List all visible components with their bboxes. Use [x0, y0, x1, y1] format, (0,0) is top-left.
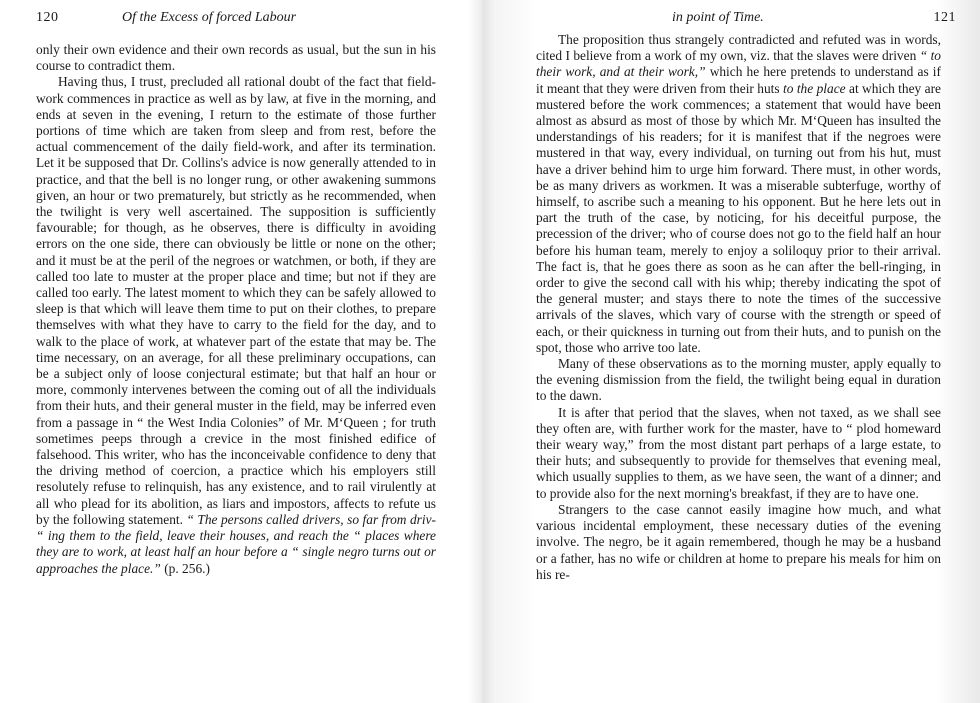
- right-paragraph-4: Strangers to the case cannot easily imagine how much, and what various incidental employment, these necessary duties of the evening involve. The negro, be it again remembered, though he may be a husband or a father, has no wife or children at home to prepare his meals for him on his re-: [536, 501, 941, 582]
- left-paragraph-1: only their own evidence and their own records as usual, but the sun in his course to contradict them.: [36, 42, 436, 74]
- left-running-title: Of the Excess of forced Labour: [122, 10, 297, 25]
- left-quote-reference: (p. 256.): [164, 560, 210, 576]
- right-page-number: 121: [933, 10, 956, 25]
- left-paragraph-2-text: Having thus, I trust, precluded all rational doubt of the fact that field-work commences in practice as well as by law, at five in the morning, and ends at seven in the evening, I return to the estimate of those further portions of time which are taken from sleep and from rest, before the actual commencement of the daily field-work, and after its termination. Let it be supposed that Dr. Collins's advice is now generally attended to in practice, and that the bell is no longer rung, or other awakening summons given, an hour or two prematurely, but strictly as he recommended, when the twilight is very well ascertained. The supposition is sufficiently favourable; for though, as he observes, there is difficulty in avoiding errors on the one side, there can obviously be little or none on the other; and it must be at the peril of the negroes or watchmen, or both, if they are called too late to muster at the proper place and time; but not if they are called too early. The latest moment to which they can be safely allowed to sleep is that which will leave them time to put on their clothes, to prepare themselves with what they have to carry to the field for the day, and to walk to the place of work, at whatever part of the estate that may be. The time necessary, on an average, for all these preliminary occupations, can be a subject only of loose conjectural estimate; but that half an hour or more, commonly intervenes between the coming out of all the individuals from their huts, and their general muster in the field, may be inferred even from a passage in “ the West India Colonies” of Mr. M‘Queen ; for truth sometimes peeps through a crevice in the most finished edifice of falsehood. This writer, who has the inconceivable confidence to deny that the driving method of coercion, a practice which his employers still resolutely refuse to relinquish, has any existence, and to rail virulently at all who plead for its abolition, as liars and impostors, affects to refute us by the following statement.: [36, 74, 436, 527]
- right-p1-part-c: which he here pretends to understand as if it meant that they were driven from their huts: [536, 64, 941, 96]
- left-quote: “ The persons called drivers, so far from driv- “ ing them to the field, leave their houses, and reach the “ places where they are to work, at least half an hour before a “ single negro turns out or approaches the place.”: [36, 511, 436, 576]
- left-page: [0, 0, 468, 703]
- left-paragraph-2: [36, 74, 436, 576]
- right-paragraph-1: [536, 32, 941, 356]
- right-paragraph-3: It is after that period that the slaves, when not taxed, as we shall see they often are, with further work for the master, have to “ plod homeward their weary way,” from the most distant part perhaps of a large estate, to their huts; and subsequently to provide for themselves that evening meal, which usually supplies to them, as we have seen, the want of a dinner; and to provide also for the next morning's breakfast, if they are to have one.: [536, 404, 941, 501]
- right-page: [496, 0, 980, 703]
- right-paragraph-2: Many of these observations as to the morning muster, apply equally to the evening dismission from the field, the twilight being equal in duration to the dawn.: [536, 356, 941, 404]
- left-page-number: 120: [36, 10, 59, 25]
- right-p1-part-e: at which they are mustered before the work commences; a statement that would have been almost as absurd as most of those by which Mr. M‘Queen has insulted the understandings of his readers; for it is manifest that if the negroes were mustered in that way, every individual, on turning out from his hut, must have a driver behind him to urge him forward. There must, in other words, be as many drivers as workmen. It was a miserable subterfuge, worthy of himself, to ascribe such a meaning to his opponent. But he here lets out in part the truth of the case, by noticing, for his deceitful purpose, the precession of the driver; who of course does not go to the field half an hour before his human team, merely to enjoy a soliloquy prior to their arrival. The fact is, that he goes there as soon as he can after the bell-ringing, in order to give the second call with his whip; thereby indicating the spot of the general muster; and stays there to note the times of the successive arrivals of the slaves, which vary of course with the strength or speed of each, or their quickness in turning out from their huts, and to punish on the spot, those who arrive too late.: [536, 80, 941, 355]
- right-p1-part-a: The proposition thus strangely contradicted and refuted was in words, cited I believe from a work of my own, viz. that the slaves were driven: [536, 32, 941, 64]
- right-running-title: in point of Time.: [672, 10, 764, 25]
- right-p1-italic-b: “ to their work, and at their work,”: [536, 48, 941, 80]
- right-p1-italic-d: to the place: [783, 80, 846, 96]
- right-text-block: [536, 32, 941, 583]
- left-text-block: [36, 42, 436, 577]
- book-gutter: [468, 0, 496, 703]
